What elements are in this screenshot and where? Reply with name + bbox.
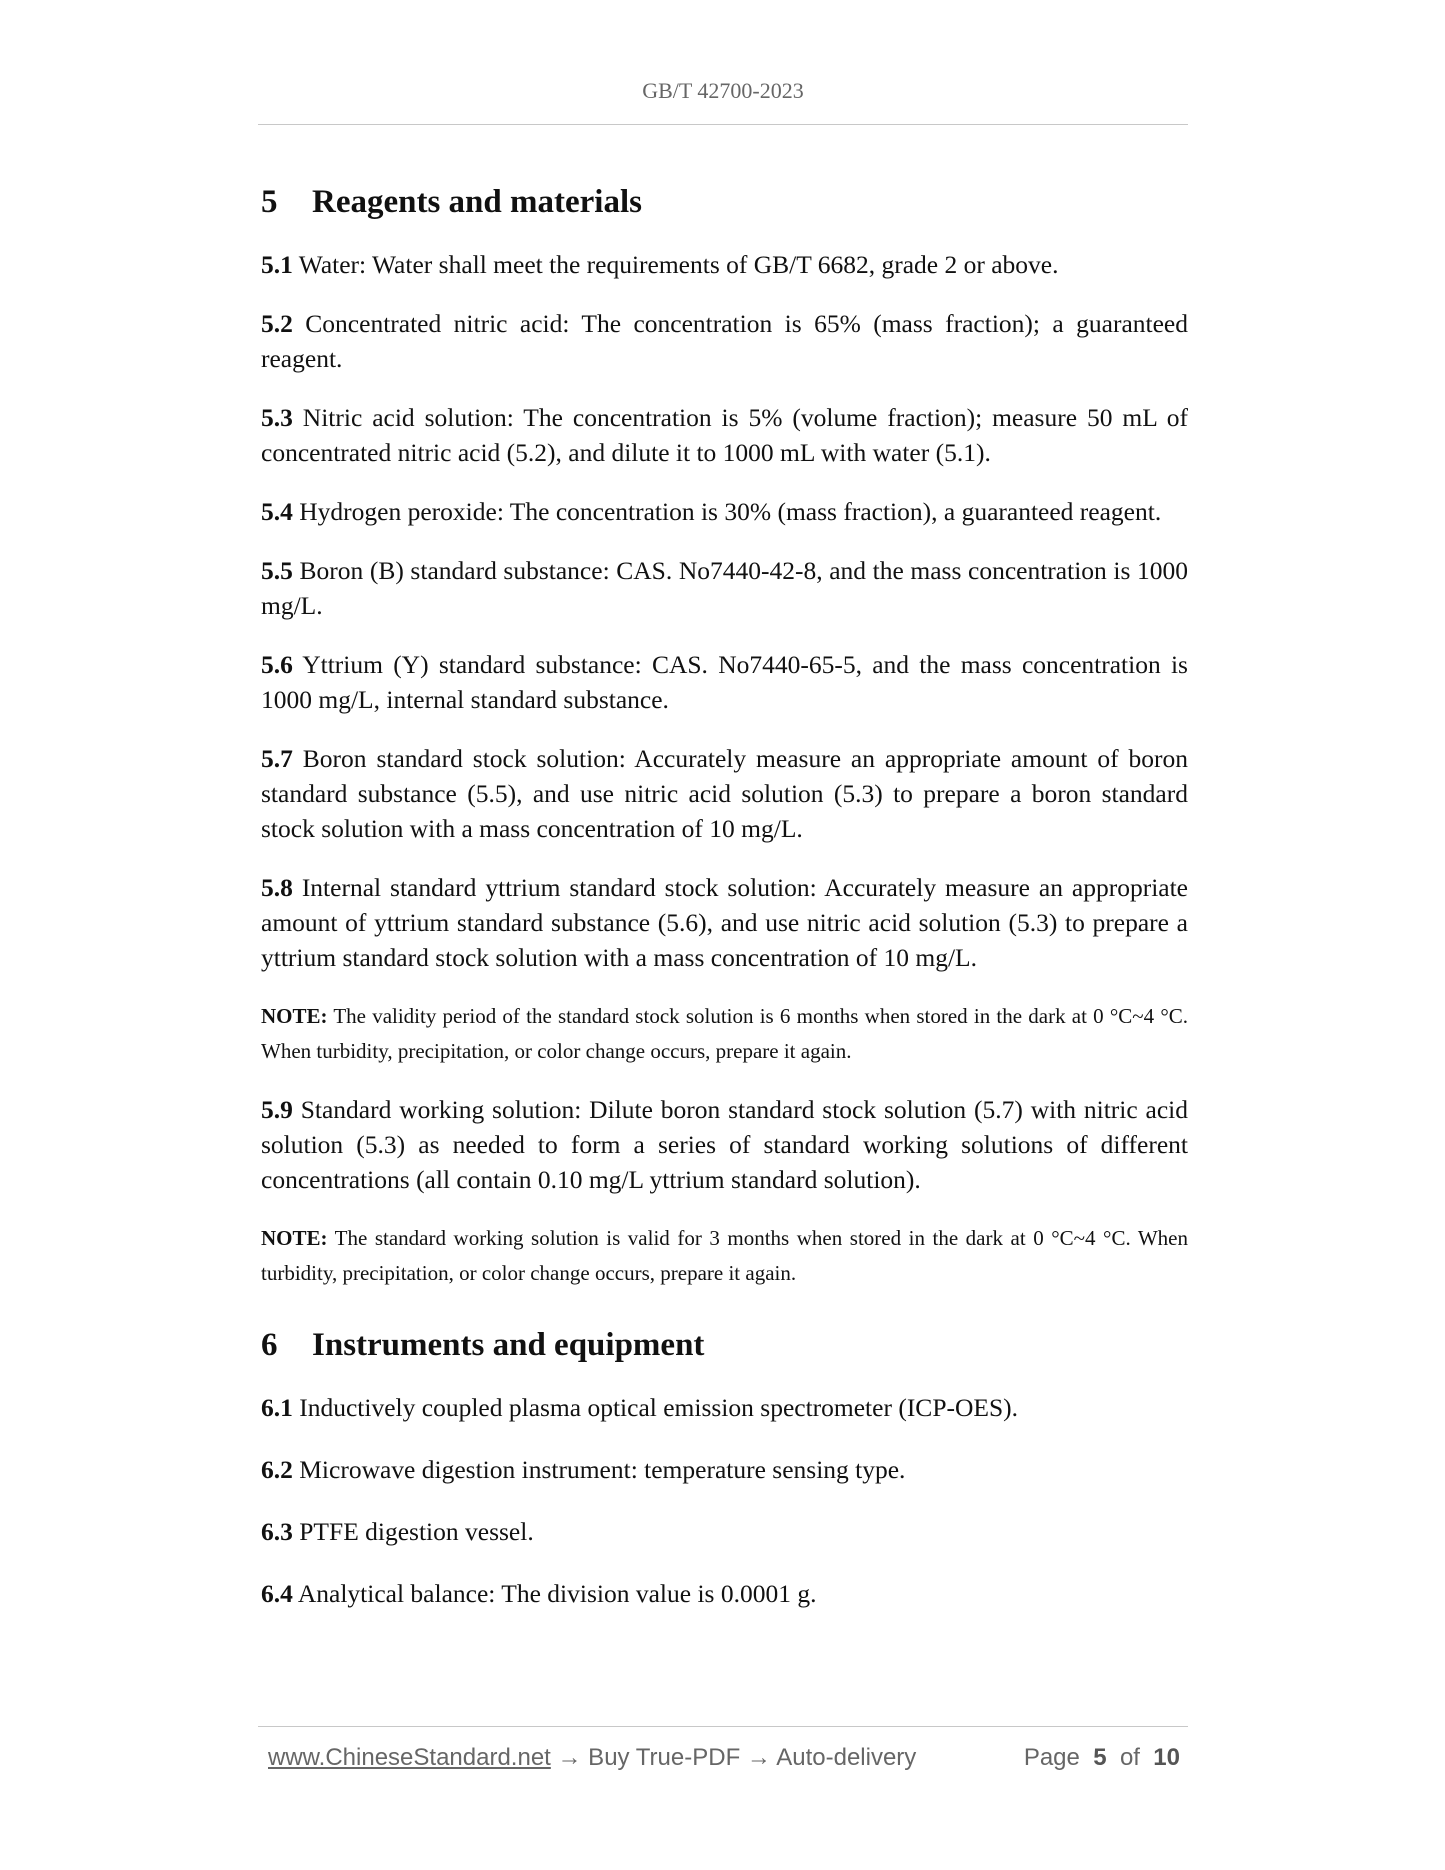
clause-6-4 [261, 1576, 1188, 1611]
clause-5-4 [261, 494, 1188, 529]
footer-divider [258, 1726, 1188, 1727]
clause-number: 5.4 [261, 497, 293, 526]
clause-number: 6.2 [261, 1455, 293, 1484]
clause-text: Boron standard stock solution: Accurately measure an appropriate amount of boron standard substance (5.5), and use nitric acid solution (5.3) to prepare a boron standard stock solution with a mass concentration of 10 mg/L. [261, 744, 1188, 843]
page-content [261, 176, 1188, 1638]
clause-text: Inductively coupled plasma optical emission spectrometer (ICP-OES). [299, 1393, 1019, 1422]
section-number: 5 [261, 184, 278, 220]
clause-number: 5.1 [261, 250, 293, 279]
clause-number: 5.3 [261, 403, 293, 432]
clause-6-3 [261, 1514, 1188, 1549]
clause-6-2 [261, 1452, 1188, 1487]
page-label: Page [1023, 1744, 1080, 1771]
clause-number: 5.2 [261, 309, 293, 338]
footer-promo [268, 1744, 916, 1772]
clause-number: 6.1 [261, 1393, 293, 1422]
clause-5-8 [261, 870, 1188, 975]
document-id: GB/T 42700-2023 [642, 78, 804, 103]
clause-text: Nitric acid solution: The concentration is 5% (volume fraction); measure 50 mL of concentrated nitric acid (5.2), and dilute it to 1000 mL with water (5.1). [261, 403, 1189, 467]
section-number: 6 [261, 1327, 278, 1363]
note-text: The validity period of the standard stock solution is 6 months when stored in the dark at 0 °C~4 °C. When turbidity, precipitation, or color change occurs, prepare it again. [261, 1004, 1188, 1063]
clause-5-9 [261, 1092, 1188, 1197]
note-stock-solution [261, 999, 1188, 1069]
clause-5-1 [261, 247, 1188, 282]
clause-text: Boron (B) standard substance: CAS. No7440-42-8, and the mass concentration is 1000 mg/L. [261, 556, 1188, 620]
clause-text: Internal standard yttrium standard stock solution: Accurately measure an appropriate amount of yttrium standard substance (5.6), and use nitric acid solution (5.3) to prepare a yttrium standard stock solution with a mass concentration of 10 mg/L. [261, 873, 1188, 972]
clause-number: 5.6 [261, 650, 293, 679]
clause-number: 5.7 [261, 744, 293, 773]
clause-number: 6.3 [261, 1517, 293, 1546]
header-divider [258, 124, 1188, 125]
clause-text: Yttrium (Y) standard substance: CAS. No7440-65-5, and the mass concentration is 1000 mg/L, internal standard substance. [261, 650, 1188, 714]
clause-5-5 [261, 553, 1188, 623]
total-pages: 10 [1153, 1744, 1180, 1771]
clause-text: Standard working solution: Dilute boron standard stock solution (5.7) with nitric acid solution (5.3) as needed to form a series of standard working solutions of different concentrations (all contain 0.10 mg/L yttrium standard solution). [261, 1095, 1188, 1194]
page-of: of [1119, 1744, 1140, 1771]
clause-5-7 [261, 741, 1188, 846]
clause-text: Water: Water shall meet the requirements of GB/T 6682, grade 2 or above. [298, 250, 1059, 279]
note-label: NOTE: [261, 1004, 328, 1028]
section-5 [261, 176, 1188, 1291]
footer-promo-text: → Buy True-PDF → Auto-delivery [557, 1744, 917, 1771]
note-working-solution [261, 1221, 1188, 1291]
page-indicator [1024, 1744, 1180, 1772]
clause-text: Concentrated nitric acid: The concentration is 65% (mass fraction); a guaranteed reagent. [261, 309, 1188, 373]
section-title: Instruments and equipment [312, 1327, 705, 1363]
page-footer [268, 1744, 1180, 1778]
clause-5-6 [261, 647, 1188, 717]
clause-5-3 [261, 400, 1188, 470]
website-link[interactable]: www.ChineseStandard.net [268, 1744, 551, 1771]
clause-text: Microwave digestion instrument: temperature sensing type. [299, 1455, 906, 1484]
clause-number: 5.9 [261, 1095, 293, 1124]
section-title: Reagents and materials [312, 184, 642, 220]
clause-6-1 [261, 1390, 1188, 1425]
clause-number: 5.8 [261, 873, 293, 902]
clause-5-2 [261, 306, 1188, 376]
note-text: The standard working solution is valid for 3 months when stored in the dark at 0 °C~4 °C. When turbidity, precipitation, or color change occurs, prepare it again. [261, 1226, 1188, 1285]
note-label: NOTE: [261, 1226, 328, 1250]
clause-text: Hydrogen peroxide: The concentration is 30% (mass fraction), a guaranteed reagent. [299, 497, 1162, 526]
clause-text: PTFE digestion vessel. [299, 1517, 534, 1546]
current-page: 5 [1093, 1744, 1107, 1771]
section-heading [261, 176, 1188, 228]
clause-number: 5.5 [261, 556, 293, 585]
clause-number: 6.4 [261, 1579, 293, 1608]
section-6 [261, 1319, 1188, 1611]
section-heading [261, 1319, 1188, 1371]
clause-text: Analytical balance: The division value is 0.0001 g. [297, 1579, 817, 1608]
